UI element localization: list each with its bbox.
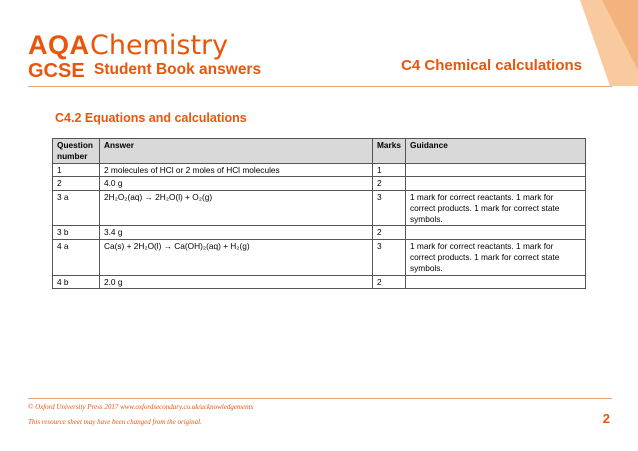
corner-decoration [580, 0, 638, 86]
section-title: C4.2 Equations and calculations [55, 111, 247, 125]
header-guidance: Guidance [406, 139, 586, 164]
header-subtitle: Student Book answers [94, 61, 262, 78]
footer-notice: This resource sheet may have been changed from the original. [28, 418, 202, 426]
cell-guidance [406, 226, 586, 240]
cell-question: 2 [53, 177, 100, 191]
table-row [53, 240, 586, 275]
cell-marks: 3 [373, 240, 406, 275]
cell-answer: 2 molecules of HCl or 2 moles of HCl molecules [100, 163, 373, 177]
cell-guidance [406, 163, 586, 177]
footer-copyright: © Oxford University Press 2017 www.oxfordsecondary.co.uk/acknowledgements [28, 403, 254, 411]
table-row [53, 177, 586, 191]
answers-table [52, 138, 586, 289]
gcse-logo: GCSE [28, 60, 85, 82]
cell-question: 4 b [53, 275, 100, 289]
cell-answer: 2H₂O₂(aq) → 2H₂O(l) + O₂(g) [100, 191, 373, 226]
cell-marks: 2 [373, 177, 406, 191]
table-row [53, 163, 586, 177]
header-question-number: Question number [53, 139, 100, 164]
table-header-row [53, 139, 586, 164]
cell-guidance [406, 275, 586, 289]
aqa-logo: AQA [28, 30, 90, 60]
cell-question: 3 a [53, 191, 100, 226]
cell-marks: 1 [373, 163, 406, 177]
cell-question: 4 a [53, 240, 100, 275]
cell-answer: 2.0 g [100, 275, 373, 289]
cell-answer: Ca(s) + 2H₂O(l) → Ca(OH)₂(aq) + H₂(g) [100, 240, 373, 275]
table-row [53, 226, 586, 240]
cell-marks: 3 [373, 191, 406, 226]
chemistry-logo-text: Chemistry [90, 30, 229, 61]
cell-answer: 3.4 g [100, 226, 373, 240]
table-row [53, 191, 586, 226]
cell-guidance [406, 177, 586, 191]
document-title: C4 Chemical calculations [401, 57, 582, 74]
cell-guidance: 1 mark for correct reactants. 1 mark for correct products. 1 mark for correct state symbols. [406, 240, 586, 275]
footer-divider [28, 398, 612, 399]
cell-question: 3 b [53, 226, 100, 240]
page-number: 2 [602, 411, 610, 426]
cell-answer: 4.0 g [100, 177, 373, 191]
cell-marks: 2 [373, 226, 406, 240]
header-answer: Answer [100, 139, 373, 164]
table-row [53, 275, 586, 289]
cell-question: 1 [53, 163, 100, 177]
cell-guidance: 1 mark for correct reactants. 1 mark for correct products. 1 mark for correct state symbols. [406, 191, 586, 226]
cell-marks: 2 [373, 275, 406, 289]
header-marks: Marks [373, 139, 406, 164]
header-divider [28, 86, 612, 87]
